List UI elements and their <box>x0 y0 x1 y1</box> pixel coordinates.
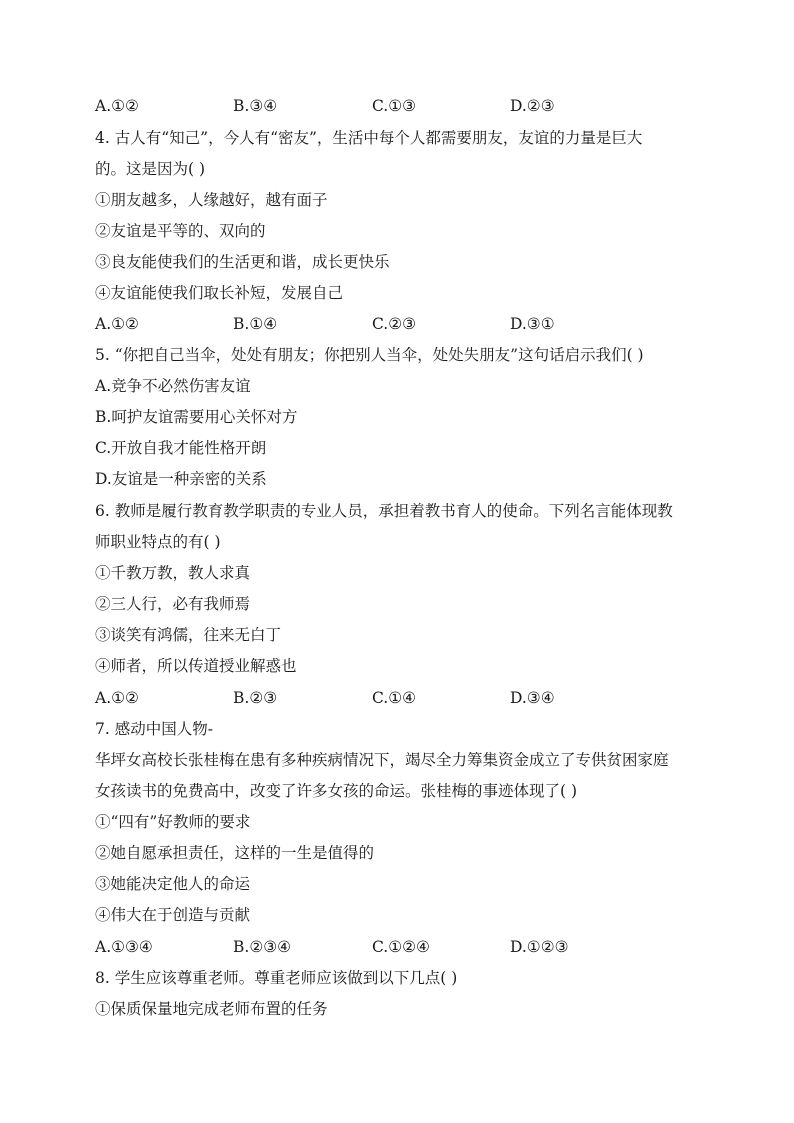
question-5-option-a: A.竞争不必然伤害友谊 <box>95 377 251 395</box>
question-6-item-3: ③谈笑有鸿儒，往来无白丁 <box>95 626 282 644</box>
question-7-stem-line-1: 7. 感动中国人物- <box>95 720 213 738</box>
question-4-options <box>95 314 695 334</box>
question-6-item-4: ④师者，所以传道授业解惑也 <box>95 657 297 675</box>
question-7-item-3: ③她能决定他人的命运 <box>95 875 251 893</box>
option-b: B.③④ <box>233 97 278 115</box>
option-b: B.②③ <box>233 689 278 707</box>
question-4-item-2: ②友谊是平等的、双向的 <box>95 222 266 240</box>
option-c: C.①②④ <box>372 938 430 956</box>
question-6-item-2: ②三人行，必有我师焉 <box>95 595 251 613</box>
option-d: D.③① <box>510 315 555 333</box>
option-a: A.①② <box>95 315 139 333</box>
option-b: B.①④ <box>233 315 278 333</box>
question-4-stem-line-2: 的。这是因为( ) <box>95 160 206 178</box>
option-c: C.①④ <box>372 689 417 707</box>
option-c: C.②③ <box>372 315 417 333</box>
option-a: A.①② <box>95 689 139 707</box>
option-a: A.①② <box>95 97 139 115</box>
question-5-option-c: C.开放自我才能性格开朗 <box>95 439 267 457</box>
option-d: D.③④ <box>510 689 555 707</box>
option-d: D.①②③ <box>510 938 569 956</box>
question-7-item-4: ④伟大在于创造与贡献 <box>95 906 251 924</box>
question-4-item-4: ④友谊能使我们取长补短，发展自己 <box>95 284 344 302</box>
question-4-item-1: ①朋友越多，人缘越好，越有面子 <box>95 191 328 209</box>
question-6-stem-line-1: 6. 教师是履行教育教学职责的专业人员，承担着教书育人的使命。下列名言能体现教 <box>95 502 673 520</box>
question-3-options <box>95 96 695 116</box>
option-d: D.②③ <box>510 97 555 115</box>
question-6-options <box>95 688 695 708</box>
question-8-stem-line-1: 8. 学生应该尊重老师。尊重老师应该做到以下几点( ) <box>95 969 458 987</box>
question-5-option-d: D.友谊是一种亲密的关系 <box>95 470 267 488</box>
question-7-options <box>95 937 695 957</box>
question-7-stem-line-3: 女孩读书的免费高中，改变了许多女孩的命运。张桂梅的事迹体现了( ) <box>95 782 578 800</box>
question-7-stem-line-2: 华坪女高校长张桂梅在患有多种疾病情况下，竭尽全力筹集资金成立了专供贫困家庭 <box>95 751 669 769</box>
question-5-option-b: B.呵护友谊需要用心关怀对方 <box>95 408 298 426</box>
question-8-item-1: ①保质保量地完成老师布置的任务 <box>95 1000 328 1018</box>
question-7-item-1: ①“四有”好教师的要求 <box>95 813 251 831</box>
question-4-item-3: ③良友能使我们的生活更和谐，成长更快乐 <box>95 253 390 271</box>
question-6-stem-line-2: 师职业特点的有( ) <box>95 533 221 551</box>
option-c: C.①③ <box>372 97 417 115</box>
question-5-stem-line-1: 5. “你把自己当伞，处处有朋友；你把别人当伞，处处失朋友”这句话启示我们( ) <box>95 346 644 364</box>
question-7-item-2: ②她自愿承担责任，这样的一生是值得的 <box>95 844 375 862</box>
question-6-item-1: ①千教万教，教人求真 <box>95 564 251 582</box>
question-4-stem-line-1: 4. 古人有“知己”，今人有“密友”，生活中每个人都需要朋友，友谊的力量是巨大 <box>95 129 643 147</box>
option-b: B.②③④ <box>233 938 292 956</box>
option-a: A.①③④ <box>95 938 153 956</box>
